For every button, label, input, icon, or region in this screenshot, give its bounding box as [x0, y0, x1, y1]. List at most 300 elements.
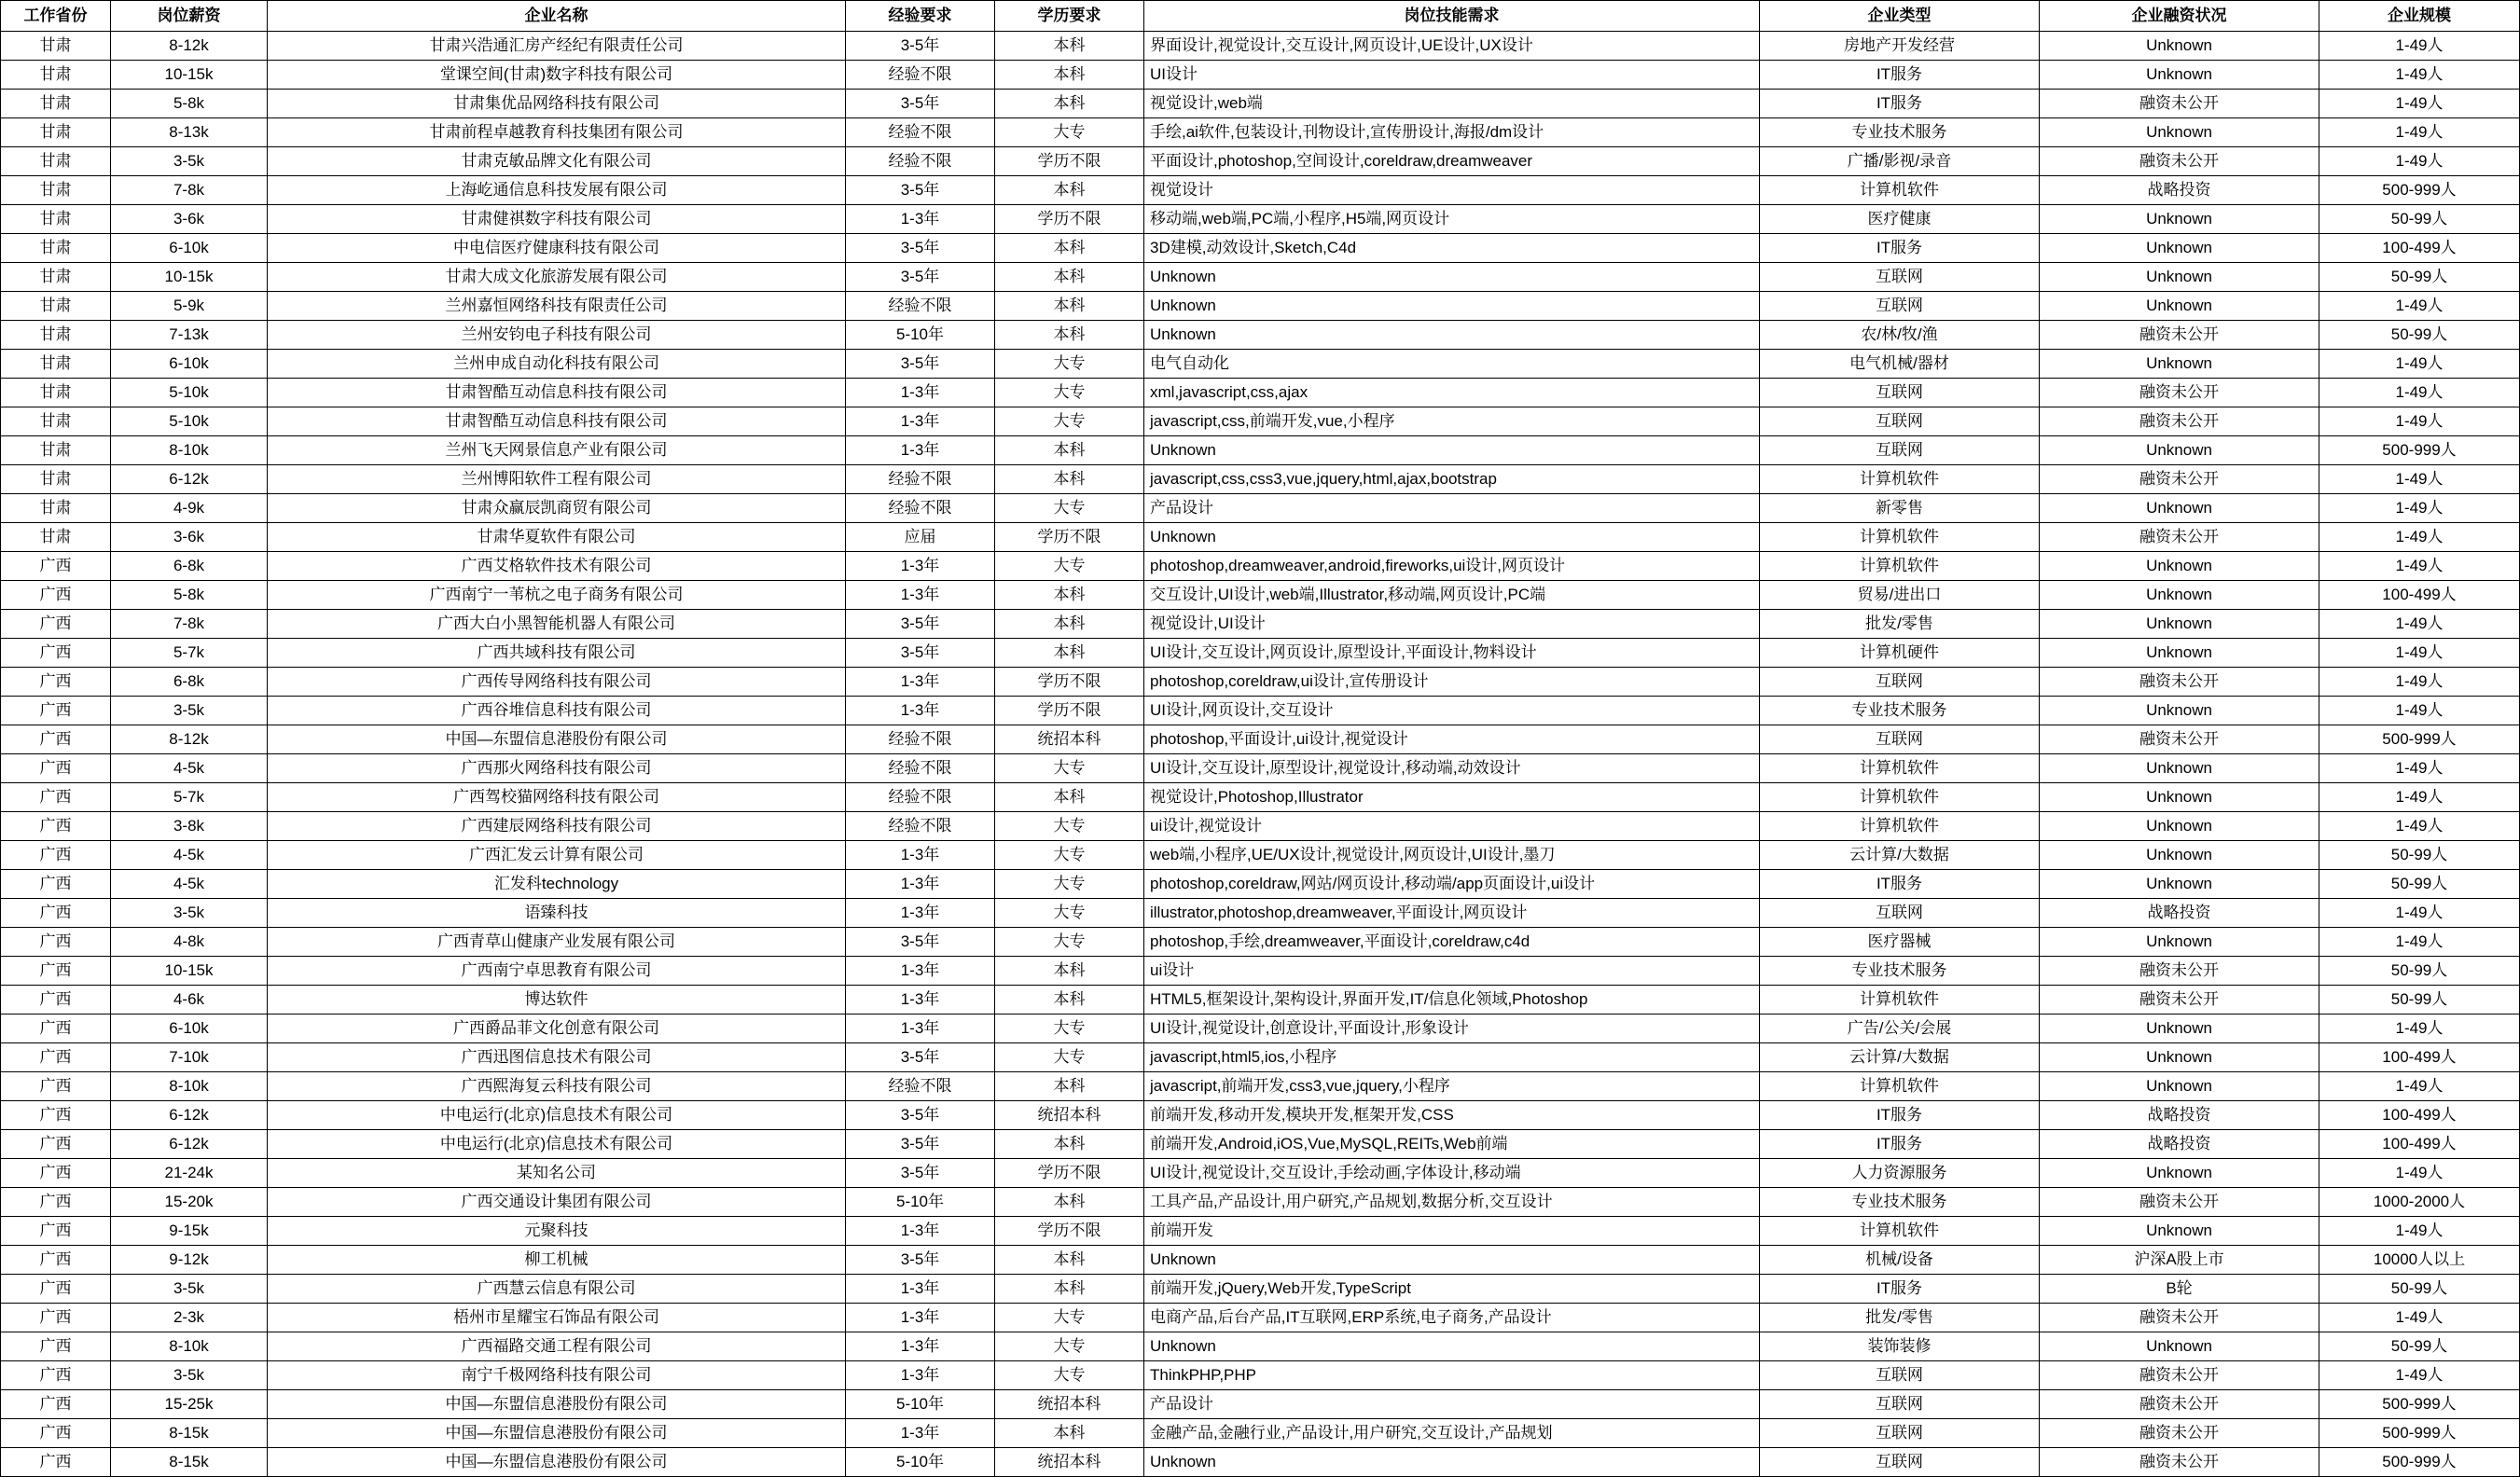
- cell-experience: 3-5年: [846, 350, 995, 379]
- table-row: [1, 1217, 2520, 1246]
- cell-skills: HTML5,框架设计,架构设计,界面开发,IT/信息化领域,Photoshop: [1144, 986, 1760, 1015]
- cell-industry: 批发/零售: [1760, 610, 2040, 639]
- cell-salary: 10-15k: [111, 61, 268, 90]
- cell-experience: 应届: [846, 523, 995, 552]
- table-row: [1, 32, 2520, 61]
- cell-salary: 8-12k: [111, 32, 268, 61]
- cell-province: 甘肃: [1, 32, 111, 61]
- table-row: [1, 899, 2520, 928]
- cell-size: 50-99人: [2319, 263, 2520, 292]
- cell-province: 广西: [1, 1246, 111, 1275]
- cell-province: 广西: [1, 957, 111, 986]
- cell-funding: 融资未公开: [2040, 1188, 2319, 1217]
- cell-skills: ThinkPHP,PHP: [1144, 1361, 1760, 1390]
- table-row: [1, 407, 2520, 436]
- cell-salary: 7-8k: [111, 610, 268, 639]
- cell-education: 大专: [995, 379, 1144, 407]
- cell-province: 广西: [1, 1188, 111, 1217]
- cell-experience: 3-5年: [846, 1101, 995, 1130]
- cell-experience: 5-10年: [846, 1188, 995, 1217]
- cell-province: 甘肃: [1, 407, 111, 436]
- cell-skills: javascript,html5,ios,小程序: [1144, 1043, 1760, 1072]
- cell-salary: 6-8k: [111, 552, 268, 581]
- cell-company: 广西慧云信息有限公司: [268, 1275, 846, 1304]
- cell-skills: xml,javascript,css,ajax: [1144, 379, 1760, 407]
- cell-province: 广西: [1, 1130, 111, 1159]
- cell-skills: Unknown: [1144, 436, 1760, 465]
- cell-province: 广西: [1, 986, 111, 1015]
- cell-funding: Unknown: [2040, 1332, 2319, 1361]
- cell-company: 广西南宁一苇杭之电子商务有限公司: [268, 581, 846, 610]
- cell-company: 中电运行(北京)信息技术有限公司: [268, 1101, 846, 1130]
- cell-size: 50-99人: [2319, 1275, 2520, 1304]
- cell-experience: 3-5年: [846, 1043, 995, 1072]
- cell-industry: 互联网: [1760, 263, 2040, 292]
- cell-skills: javascript,前端开发,css3,vue,jquery,小程序: [1144, 1072, 1760, 1101]
- cell-experience: 经验不限: [846, 754, 995, 783]
- cell-company: 甘肃华夏软件有限公司: [268, 523, 846, 552]
- cell-company: 中国—东盟信息港股份有限公司: [268, 1390, 846, 1419]
- cell-company: 广西驾校猫网络科技有限公司: [268, 783, 846, 812]
- cell-province: 广西: [1, 697, 111, 725]
- table-row: [1, 841, 2520, 870]
- cell-size: 500-999人: [2319, 1448, 2520, 1477]
- cell-salary: 3-6k: [111, 205, 268, 234]
- cell-experience: 经验不限: [846, 783, 995, 812]
- table-row: [1, 147, 2520, 176]
- cell-skills: Unknown: [1144, 1332, 1760, 1361]
- cell-skills: 手绘,ai软件,包装设计,刊物设计,宣传册设计,海报/dm设计: [1144, 118, 1760, 147]
- cell-education: 本科: [995, 465, 1144, 494]
- cell-education: 学历不限: [995, 1217, 1144, 1246]
- column-header-funding: 企业融资状况: [2040, 1, 2319, 32]
- table-row: [1, 90, 2520, 118]
- cell-salary: 4-5k: [111, 870, 268, 899]
- cell-experience: 经验不限: [846, 61, 995, 90]
- cell-size: 500-999人: [2319, 1419, 2520, 1448]
- cell-funding: 融资未公开: [2040, 523, 2319, 552]
- cell-experience: 经验不限: [846, 147, 995, 176]
- cell-province: 广西: [1, 552, 111, 581]
- cell-salary: 9-15k: [111, 1217, 268, 1246]
- cell-funding: 融资未公开: [2040, 668, 2319, 697]
- cell-skills: 视觉设计,UI设计: [1144, 610, 1760, 639]
- cell-education: 大专: [995, 1015, 1144, 1043]
- cell-company: 广西那火网络科技有限公司: [268, 754, 846, 783]
- table-row: [1, 523, 2520, 552]
- cell-size: 50-99人: [2319, 986, 2520, 1015]
- cell-funding: 融资未公开: [2040, 1361, 2319, 1390]
- cell-skills: 金融产品,金融行业,产品设计,用户研究,交互设计,产品规划: [1144, 1419, 1760, 1448]
- cell-salary: 5-8k: [111, 581, 268, 610]
- cell-experience: 1-3年: [846, 1419, 995, 1448]
- cell-salary: 8-12k: [111, 725, 268, 754]
- cell-skills: 前端开发,Android,iOS,Vue,MySQL,REITs,Web前端: [1144, 1130, 1760, 1159]
- cell-experience: 3-5年: [846, 928, 995, 957]
- cell-industry: 农/林/牧/渔: [1760, 321, 2040, 350]
- cell-salary: 4-9k: [111, 494, 268, 523]
- cell-education: 大专: [995, 899, 1144, 928]
- cell-company: 广西大白小黑智能机器人有限公司: [268, 610, 846, 639]
- cell-funding: Unknown: [2040, 118, 2319, 147]
- cell-industry: IT服务: [1760, 1130, 2040, 1159]
- cell-funding: Unknown: [2040, 552, 2319, 581]
- cell-funding: Unknown: [2040, 234, 2319, 263]
- cell-experience: 1-3年: [846, 205, 995, 234]
- cell-salary: 8-10k: [111, 436, 268, 465]
- cell-salary: 6-8k: [111, 668, 268, 697]
- cell-size: 50-99人: [2319, 957, 2520, 986]
- cell-size: 1-49人: [2319, 1015, 2520, 1043]
- cell-size: 1-49人: [2319, 1217, 2520, 1246]
- cell-industry: 互联网: [1760, 1390, 2040, 1419]
- cell-company: 广西艾格软件技术有限公司: [268, 552, 846, 581]
- cell-salary: 6-12k: [111, 1130, 268, 1159]
- table-row: [1, 668, 2520, 697]
- cell-province: 广西: [1, 1101, 111, 1130]
- cell-funding: Unknown: [2040, 61, 2319, 90]
- cell-salary: 5-7k: [111, 639, 268, 668]
- cell-experience: 5-10年: [846, 321, 995, 350]
- cell-skills: UI设计,网页设计,交互设计: [1144, 697, 1760, 725]
- cell-salary: 15-25k: [111, 1390, 268, 1419]
- cell-industry: 专业技术服务: [1760, 697, 2040, 725]
- cell-funding: Unknown: [2040, 928, 2319, 957]
- cell-industry: IT服务: [1760, 1275, 2040, 1304]
- cell-funding: 融资未公开: [2040, 321, 2319, 350]
- table-row: [1, 1390, 2520, 1419]
- cell-size: 1-49人: [2319, 1304, 2520, 1332]
- cell-education: 统招本科: [995, 1448, 1144, 1477]
- cell-province: 甘肃: [1, 61, 111, 90]
- cell-experience: 经验不限: [846, 725, 995, 754]
- cell-education: 本科: [995, 32, 1144, 61]
- cell-industry: 互联网: [1760, 1419, 2040, 1448]
- cell-funding: Unknown: [2040, 783, 2319, 812]
- cell-skills: 前端开发,jQuery,Web开发,TypeScript: [1144, 1275, 1760, 1304]
- column-header-province: 工作省份: [1, 1, 111, 32]
- table-row: [1, 1246, 2520, 1275]
- cell-funding: Unknown: [2040, 1043, 2319, 1072]
- cell-province: 甘肃: [1, 205, 111, 234]
- table-row: [1, 1275, 2520, 1304]
- cell-funding: Unknown: [2040, 205, 2319, 234]
- cell-funding: 战略投资: [2040, 1101, 2319, 1130]
- cell-industry: 计算机软件: [1760, 523, 2040, 552]
- cell-industry: IT服务: [1760, 234, 2040, 263]
- cell-size: 1-49人: [2319, 1159, 2520, 1188]
- cell-education: 本科: [995, 1246, 1144, 1275]
- cell-salary: 9-12k: [111, 1246, 268, 1275]
- cell-industry: 贸易/进出口: [1760, 581, 2040, 610]
- cell-experience: 1-3年: [846, 1304, 995, 1332]
- cell-industry: 云计算/大数据: [1760, 841, 2040, 870]
- cell-company: 南宁千极网络科技有限公司: [268, 1361, 846, 1390]
- table-row: [1, 321, 2520, 350]
- cell-skills: 平面设计,photoshop,空间设计,coreldraw,dreamweaver: [1144, 147, 1760, 176]
- cell-industry: 计算机软件: [1760, 1072, 2040, 1101]
- cell-size: 50-99人: [2319, 321, 2520, 350]
- cell-experience: 1-3年: [846, 552, 995, 581]
- cell-funding: 融资未公开: [2040, 1419, 2319, 1448]
- cell-salary: 3-6k: [111, 523, 268, 552]
- cell-size: 1-49人: [2319, 32, 2520, 61]
- cell-industry: 批发/零售: [1760, 1304, 2040, 1332]
- cell-industry: 互联网: [1760, 292, 2040, 321]
- cell-size: 100-499人: [2319, 1101, 2520, 1130]
- cell-salary: 5-10k: [111, 407, 268, 436]
- cell-size: 1-49人: [2319, 552, 2520, 581]
- cell-education: 大专: [995, 407, 1144, 436]
- cell-experience: 3-5年: [846, 234, 995, 263]
- cell-education: 本科: [995, 639, 1144, 668]
- cell-salary: 8-15k: [111, 1419, 268, 1448]
- cell-education: 本科: [995, 90, 1144, 118]
- cell-education: 大专: [995, 1304, 1144, 1332]
- cell-province: 甘肃: [1, 350, 111, 379]
- cell-province: 广西: [1, 1332, 111, 1361]
- cell-industry: 计算机硬件: [1760, 639, 2040, 668]
- table-row: [1, 1448, 2520, 1477]
- cell-salary: 6-12k: [111, 1101, 268, 1130]
- table-row: [1, 1159, 2520, 1188]
- cell-experience: 1-3年: [846, 407, 995, 436]
- cell-skills: Unknown: [1144, 1448, 1760, 1477]
- cell-size: 1-49人: [2319, 494, 2520, 523]
- cell-province: 甘肃: [1, 292, 111, 321]
- cell-funding: Unknown: [2040, 436, 2319, 465]
- cell-skills: UI设计,交互设计,网页设计,原型设计,平面设计,物料设计: [1144, 639, 1760, 668]
- cell-skills: 前端开发,移动开发,模块开发,框架开发,CSS: [1144, 1101, 1760, 1130]
- cell-experience: 1-3年: [846, 899, 995, 928]
- table-row: [1, 725, 2520, 754]
- cell-funding: Unknown: [2040, 1217, 2319, 1246]
- cell-industry: 广告/公关/会展: [1760, 1015, 2040, 1043]
- cell-funding: Unknown: [2040, 263, 2319, 292]
- table-row: [1, 436, 2520, 465]
- cell-province: 广西: [1, 1275, 111, 1304]
- table-row: [1, 1361, 2520, 1390]
- cell-province: 广西: [1, 1217, 111, 1246]
- cell-industry: IT服务: [1760, 1101, 2040, 1130]
- cell-education: 大专: [995, 1043, 1144, 1072]
- table-row: [1, 928, 2520, 957]
- cell-size: 1-49人: [2319, 61, 2520, 90]
- cell-salary: 4-6k: [111, 986, 268, 1015]
- cell-size: 1-49人: [2319, 899, 2520, 928]
- cell-salary: 6-10k: [111, 234, 268, 263]
- cell-funding: Unknown: [2040, 812, 2319, 841]
- cell-industry: 专业技术服务: [1760, 1188, 2040, 1217]
- table-row: [1, 552, 2520, 581]
- cell-company: 广西传导网络科技有限公司: [268, 668, 846, 697]
- cell-size: 10000人以上: [2319, 1246, 2520, 1275]
- cell-industry: 计算机软件: [1760, 1217, 2040, 1246]
- cell-industry: 互联网: [1760, 1448, 2040, 1477]
- cell-education: 大专: [995, 118, 1144, 147]
- cell-province: 广西: [1, 639, 111, 668]
- cell-industry: 机械/设备: [1760, 1246, 2040, 1275]
- column-header-education: 学历要求: [995, 1, 1144, 32]
- cell-salary: 5-10k: [111, 379, 268, 407]
- cell-company: 语臻科技: [268, 899, 846, 928]
- cell-size: 1-49人: [2319, 379, 2520, 407]
- cell-province: 甘肃: [1, 118, 111, 147]
- cell-industry: 互联网: [1760, 899, 2040, 928]
- cell-size: 1-49人: [2319, 407, 2520, 436]
- cell-education: 统招本科: [995, 1390, 1144, 1419]
- cell-province: 广西: [1, 610, 111, 639]
- cell-education: 本科: [995, 783, 1144, 812]
- table-row: [1, 176, 2520, 205]
- cell-province: 广西: [1, 1159, 111, 1188]
- cell-funding: Unknown: [2040, 581, 2319, 610]
- cell-size: 1-49人: [2319, 639, 2520, 668]
- cell-size: 1-49人: [2319, 90, 2520, 118]
- table-header: [1, 1, 2520, 32]
- cell-funding: 融资未公开: [2040, 1448, 2319, 1477]
- cell-experience: 1-3年: [846, 957, 995, 986]
- cell-skills: web端,小程序,UE/UX设计,视觉设计,网页设计,UI设计,墨刀: [1144, 841, 1760, 870]
- cell-company: 中国—东盟信息港股份有限公司: [268, 1419, 846, 1448]
- cell-experience: 1-3年: [846, 436, 995, 465]
- cell-skills: Unknown: [1144, 292, 1760, 321]
- cell-education: 本科: [995, 957, 1144, 986]
- cell-province: 广西: [1, 1015, 111, 1043]
- cell-province: 甘肃: [1, 321, 111, 350]
- cell-salary: 3-5k: [111, 147, 268, 176]
- cell-skills: ui设计,视觉设计: [1144, 812, 1760, 841]
- cell-experience: 3-5年: [846, 639, 995, 668]
- cell-salary: 10-15k: [111, 263, 268, 292]
- cell-industry: 互联网: [1760, 407, 2040, 436]
- cell-salary: 6-10k: [111, 350, 268, 379]
- cell-industry: IT服务: [1760, 870, 2040, 899]
- cell-size: 1-49人: [2319, 147, 2520, 176]
- cell-education: 学历不限: [995, 205, 1144, 234]
- cell-salary: 10-15k: [111, 957, 268, 986]
- cell-funding: 融资未公开: [2040, 407, 2319, 436]
- cell-salary: 4-8k: [111, 928, 268, 957]
- table-row: [1, 610, 2520, 639]
- cell-company: 广西迅图信息技术有限公司: [268, 1043, 846, 1072]
- column-header-salary: 岗位薪资: [111, 1, 268, 32]
- cell-company: 甘肃众赢辰凯商贸有限公司: [268, 494, 846, 523]
- cell-skills: UI设计,视觉设计,创意设计,平面设计,形象设计: [1144, 1015, 1760, 1043]
- cell-industry: 计算机软件: [1760, 176, 2040, 205]
- cell-size: 100-499人: [2319, 234, 2520, 263]
- cell-industry: 装饰装修: [1760, 1332, 2040, 1361]
- cell-education: 大专: [995, 494, 1144, 523]
- cell-education: 学历不限: [995, 523, 1144, 552]
- cell-company: 广西谷堆信息科技有限公司: [268, 697, 846, 725]
- cell-skills: javascript,css,前端开发,vue,小程序: [1144, 407, 1760, 436]
- cell-company: 兰州嘉恒网络科技有限责任公司: [268, 292, 846, 321]
- cell-province: 甘肃: [1, 176, 111, 205]
- table-row: [1, 1188, 2520, 1217]
- cell-education: 大专: [995, 552, 1144, 581]
- cell-funding: Unknown: [2040, 610, 2319, 639]
- cell-education: 学历不限: [995, 697, 1144, 725]
- cell-size: 1-49人: [2319, 1072, 2520, 1101]
- cell-funding: Unknown: [2040, 870, 2319, 899]
- cell-industry: 计算机软件: [1760, 552, 2040, 581]
- cell-company: 中电信医疗健康科技有限公司: [268, 234, 846, 263]
- cell-experience: 经验不限: [846, 465, 995, 494]
- cell-province: 广西: [1, 812, 111, 841]
- cell-experience: 3-5年: [846, 263, 995, 292]
- cell-company: 广西南宁卓思教育有限公司: [268, 957, 846, 986]
- cell-industry: 计算机软件: [1760, 986, 2040, 1015]
- cell-education: 本科: [995, 61, 1144, 90]
- cell-funding: Unknown: [2040, 697, 2319, 725]
- cell-company: 汇发科technology: [268, 870, 846, 899]
- cell-province: 广西: [1, 870, 111, 899]
- cell-experience: 1-3年: [846, 1275, 995, 1304]
- cell-size: 1-49人: [2319, 465, 2520, 494]
- cell-education: 大专: [995, 754, 1144, 783]
- cell-company: 中国—东盟信息港股份有限公司: [268, 1448, 846, 1477]
- cell-skills: Unknown: [1144, 523, 1760, 552]
- cell-salary: 7-10k: [111, 1043, 268, 1072]
- cell-company: 元聚科技: [268, 1217, 846, 1246]
- cell-skills: photoshop,coreldraw,网站/网页设计,移动端/app页面设计,ui设计: [1144, 870, 1760, 899]
- cell-industry: 新零售: [1760, 494, 2040, 523]
- table-row: [1, 1101, 2520, 1130]
- cell-size: 500-999人: [2319, 176, 2520, 205]
- table-row: [1, 986, 2520, 1015]
- column-header-company: 企业名称: [268, 1, 846, 32]
- cell-education: 学历不限: [995, 668, 1144, 697]
- cell-province: 广西: [1, 1304, 111, 1332]
- cell-education: 本科: [995, 1275, 1144, 1304]
- cell-province: 甘肃: [1, 263, 111, 292]
- cell-industry: 房地产开发经营: [1760, 32, 2040, 61]
- cell-company: 兰州博阳软件工程有限公司: [268, 465, 846, 494]
- cell-skills: 移动端,web端,PC端,小程序,H5端,网页设计: [1144, 205, 1760, 234]
- cell-size: 1-49人: [2319, 1361, 2520, 1390]
- cell-education: 本科: [995, 176, 1144, 205]
- cell-salary: 6-12k: [111, 465, 268, 494]
- cell-salary: 3-5k: [111, 1275, 268, 1304]
- cell-industry: 互联网: [1760, 725, 2040, 754]
- cell-skills: Unknown: [1144, 1246, 1760, 1275]
- cell-skills: 交互设计,UI设计,web端,Illustrator,移动端,网页设计,PC端: [1144, 581, 1760, 610]
- cell-industry: 电气机械/器材: [1760, 350, 2040, 379]
- cell-province: 广西: [1, 1448, 111, 1477]
- cell-size: 1-49人: [2319, 783, 2520, 812]
- table-row: [1, 379, 2520, 407]
- cell-funding: Unknown: [2040, 639, 2319, 668]
- cell-industry: 计算机软件: [1760, 783, 2040, 812]
- cell-skills: photoshop,coreldraw,ui设计,宣传册设计: [1144, 668, 1760, 697]
- cell-funding: Unknown: [2040, 292, 2319, 321]
- cell-salary: 8-13k: [111, 118, 268, 147]
- cell-province: 广西: [1, 668, 111, 697]
- cell-experience: 经验不限: [846, 118, 995, 147]
- cell-province: 广西: [1, 754, 111, 783]
- cell-company: 甘肃智酷互动信息科技有限公司: [268, 407, 846, 436]
- cell-company: 广西熙海复云科技有限公司: [268, 1072, 846, 1101]
- table-row: [1, 957, 2520, 986]
- cell-company: 广西建辰网络科技有限公司: [268, 812, 846, 841]
- cell-education: 统招本科: [995, 1101, 1144, 1130]
- cell-company: 广西爵品菲文化创意有限公司: [268, 1015, 846, 1043]
- cell-skills: javascript,css,css3,vue,jquery,html,ajax,bootstrap: [1144, 465, 1760, 494]
- cell-skills: 3D建模,动效设计,Sketch,C4d: [1144, 234, 1760, 263]
- cell-experience: 1-3年: [846, 697, 995, 725]
- cell-province: 广西: [1, 1390, 111, 1419]
